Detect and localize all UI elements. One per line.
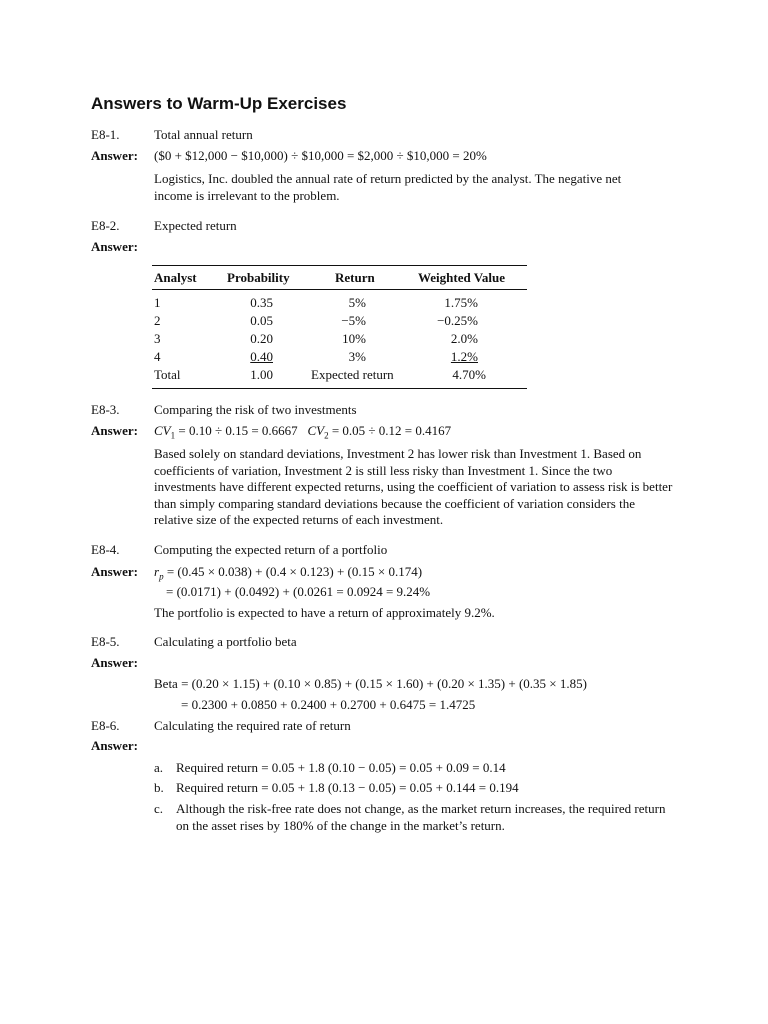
answer-label: Answer: (91, 738, 138, 753)
table-bottom-rule (152, 388, 527, 389)
exercise-topic: Calculating a portfolio beta (154, 634, 297, 649)
table-cell (420, 349, 478, 365)
table-cell: 4 (154, 349, 161, 364)
table-header-rule (152, 289, 527, 290)
equation-subscript: 1 (170, 430, 176, 441)
table-cell: Expected return (311, 367, 394, 382)
exercise-topic: Total annual return (154, 127, 253, 142)
table-cell: 0.35 (250, 295, 273, 310)
equation-subscript: p (159, 571, 164, 582)
table-cell: 1.75% (444, 295, 478, 310)
table-cell: 0.20 (250, 331, 273, 346)
exercise-id: E8-3. (91, 402, 120, 417)
exercise-topic: Expected return (154, 218, 237, 233)
equation: Beta = (0.20 × 1.15) + (0.10 × 0.85) + (0.15 × 1.60) + (0.20 × 1.35) + (0.35 × 1.85) (154, 676, 587, 691)
table-header: Return (335, 270, 375, 285)
equation-rhs: = (0.45 × 0.038) + (0.4 × 0.123) + (0.15 × 0.174) (163, 564, 423, 579)
exercise-id: E8-4. (91, 542, 120, 557)
equation: ($0 + $12,000 − $10,000) ÷ $10,000 = $2,000 ÷ $10,000 = 20% (154, 148, 487, 163)
table-header: Probability (227, 270, 290, 285)
equation-rhs: = 0.05 ÷ 0.12 = 0.4167 (328, 423, 452, 438)
equation-symbol: CV (154, 423, 171, 438)
equation (154, 423, 451, 444)
explanation: Logistics, Inc. doubled the annual rate of return predicted by the analyst. The negative net income is irrelevant to the problem. (154, 171, 622, 203)
table-cell: −0.25% (437, 313, 478, 328)
table-cell: Total (154, 367, 181, 382)
table-cell: 5% (348, 295, 366, 310)
explanation: Based solely on standard deviations, Investment 2 has lower risk than Investment 1. Based on coefficients of variation, Investment 2 is still less risky than Investment 1. Since the two investments have different expected returns, using the coefficient of variation to assess risk is better than simply comparing standard deviations because the coefficient of variation considers the relative size of the expected returns of each investment. (154, 446, 673, 527)
table-cell: 0.05 (250, 313, 273, 328)
table-header: Analyst (154, 270, 197, 285)
table-top-rule (152, 265, 527, 266)
answer-label: Answer: (91, 564, 138, 579)
table-cell: −5% (341, 313, 366, 328)
equation-continuation: = 0.2300 + 0.0850 + 0.2400 + 0.2700 + 0.6475 = 1.4725 (181, 697, 476, 712)
table-cell (222, 349, 273, 365)
table-cell: 3% (348, 349, 366, 364)
table-cell: 4.70% (452, 367, 486, 382)
equation-symbol: r (154, 564, 160, 579)
table-cell: 1.00 (250, 367, 273, 382)
answer-label: Answer: (91, 655, 138, 670)
equation-rhs: = 0.10 ÷ 0.15 = 0.6667 (175, 423, 298, 438)
table-cell: 2.0% (450, 331, 478, 346)
explanation: The portfolio is expected to have a return of approximately 9.2%. (154, 605, 495, 620)
exercise-id: E8-2. (91, 218, 120, 233)
list-marker: a. (154, 760, 164, 775)
table-header: Weighted Value (418, 270, 506, 285)
page-title: Answers to Warm-Up Exercises (91, 94, 347, 113)
answer-label: Answer: (91, 148, 138, 163)
answer-label: Answer: (91, 423, 138, 438)
equation-continuation: = (0.0171) + (0.0492) + (0.0261 = 0.0924 = 9.24% (166, 584, 431, 599)
equation-symbol: CV (307, 423, 325, 438)
table-cell: 1 (154, 295, 161, 310)
table-cell: 10% (342, 331, 366, 346)
exercise-id: E8-5. (91, 634, 120, 649)
exercise-topic: Comparing the risk of two investments (154, 402, 357, 417)
table-cell-underlined: 1.2% (450, 349, 478, 364)
list-marker: b. (154, 780, 164, 795)
answer-label: Answer: (91, 239, 138, 254)
exercise-topic: Calculating the required rate of return (154, 718, 351, 733)
exercise-id: E8-1. (91, 127, 120, 142)
exercise-id: E8-6. (91, 718, 120, 733)
equation (154, 564, 422, 585)
list-item: Although the risk-free rate does not change, as the market return increases, the required return on the asset rises by 180% of the change in the market’s return. (176, 801, 666, 833)
list-item: Required return = 0.05 + 1.8 (0.10 − 0.05) = 0.05 + 0.09 = 0.14 (176, 760, 506, 775)
equation-subscript: 2 (324, 430, 329, 441)
list-marker: c. (154, 801, 164, 816)
table-cell: 2 (154, 313, 161, 328)
table-cell: 3 (154, 331, 161, 346)
exercise-topic: Computing the expected return of a portfolio (154, 542, 388, 557)
table-cell-underlined: 0.40 (250, 349, 273, 364)
list-item: Required return = 0.05 + 1.8 (0.13 − 0.05) = 0.05 + 0.144 = 0.194 (176, 780, 519, 795)
